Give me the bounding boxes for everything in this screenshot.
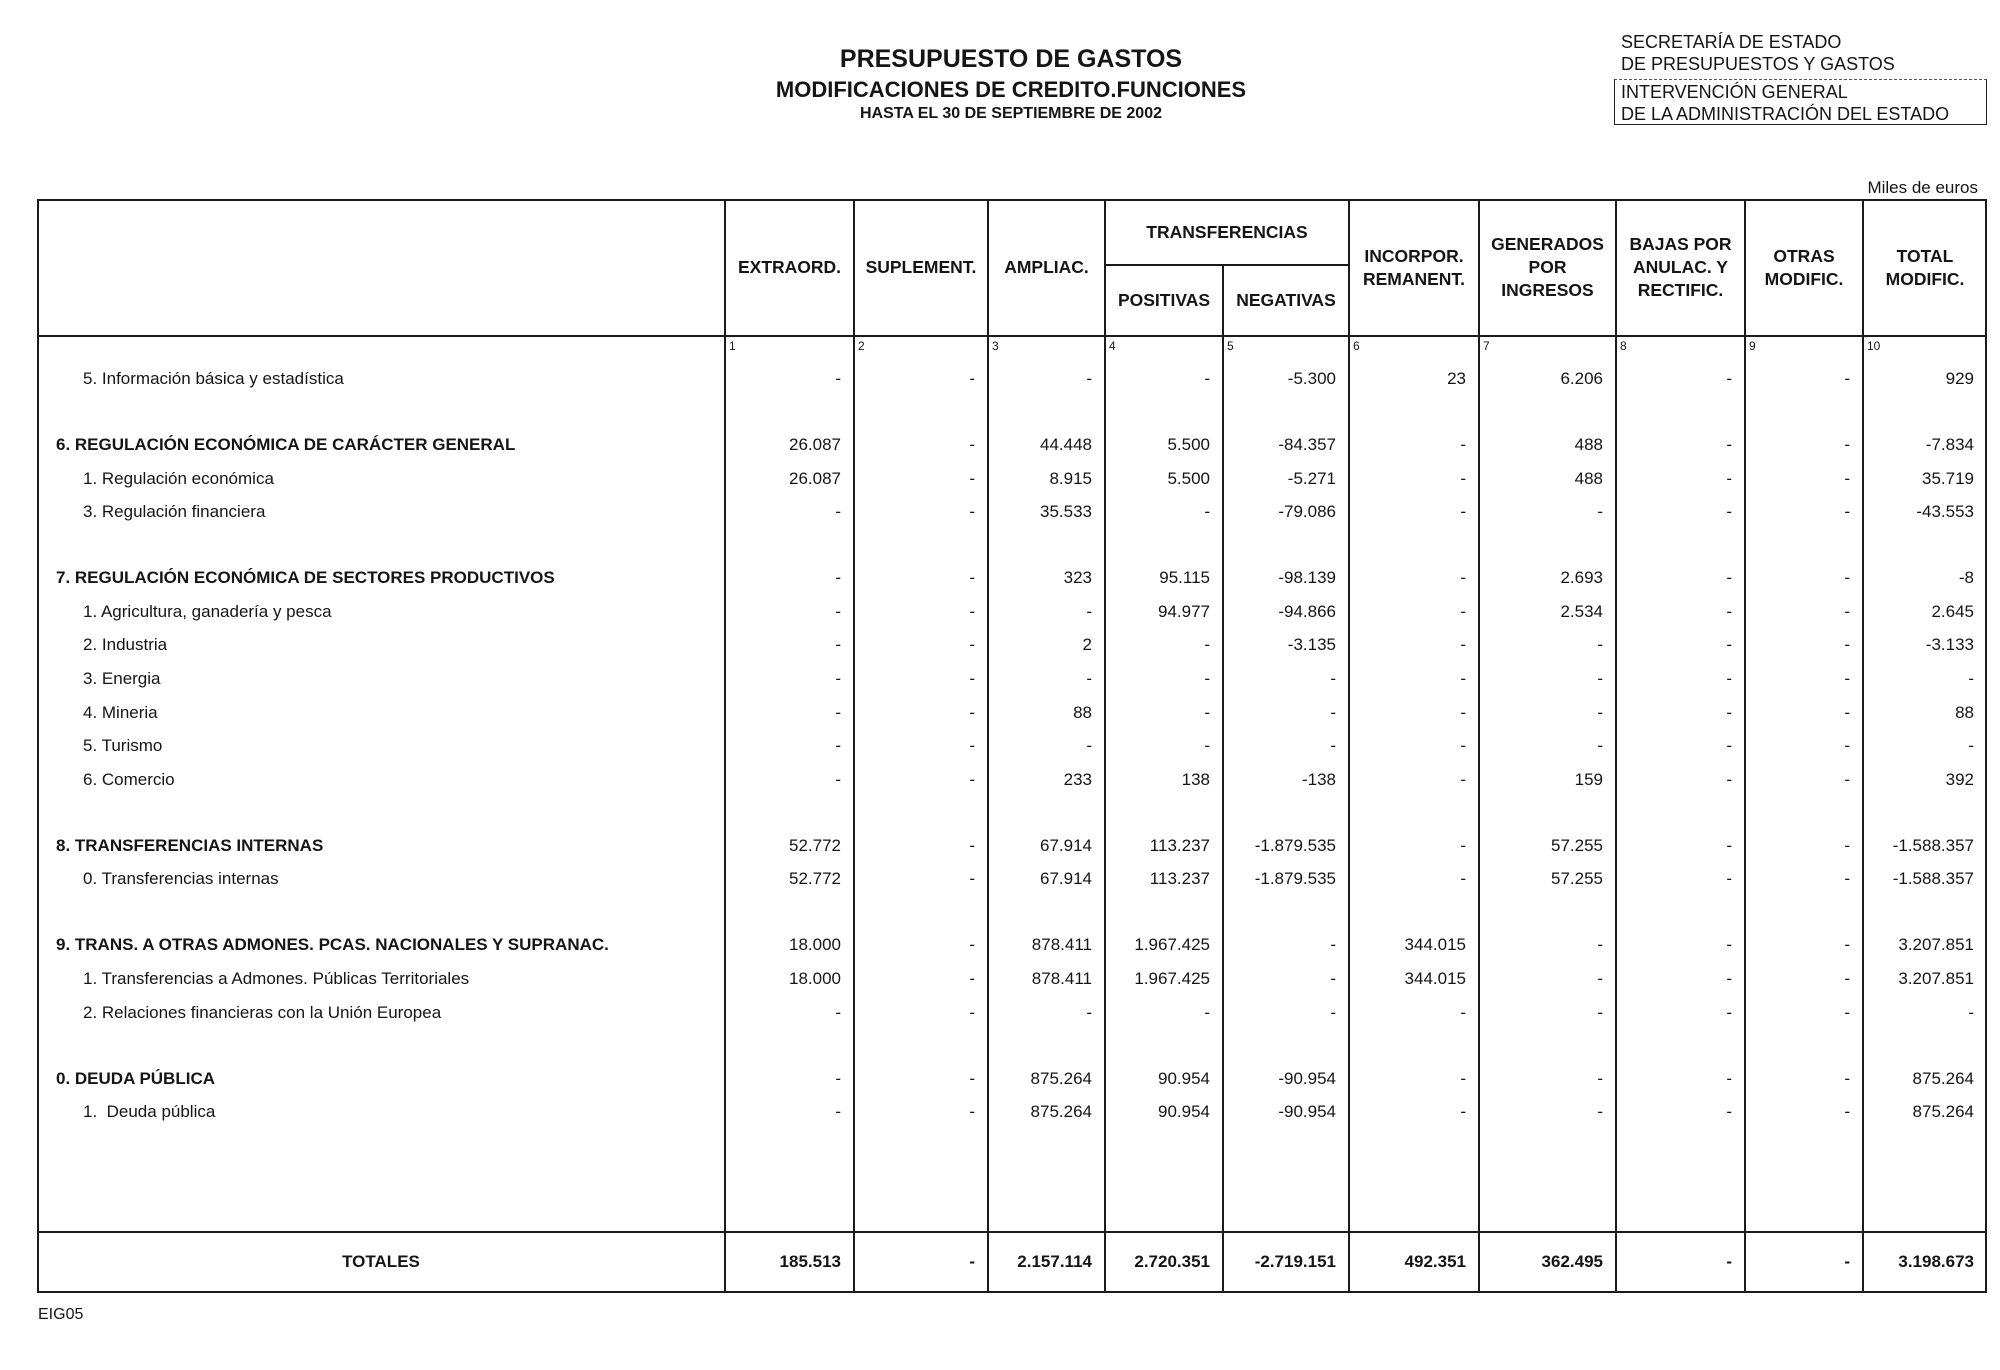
col-header-suplement [854, 199, 988, 336]
column-number: 7 [1483, 339, 1490, 353]
col-header-line: MODIFIC. [1885, 268, 1965, 289]
value-otras-modific: - [1844, 669, 1850, 688]
value-bajas-anulac: - [1726, 835, 1732, 855]
value-suplement: - [969, 1102, 975, 1122]
subfunction-row [0, 1099, 2000, 1125]
value-transf-negativas: -1.879.535 [1254, 869, 1336, 889]
col-header-line: GENERADOS [1491, 234, 1604, 254]
value-total-modific: - [1968, 669, 1974, 688]
intervencion-box [1614, 79, 1987, 125]
value-suplement: - [969, 769, 975, 789]
col-header-line: RECTIFIC. [1637, 280, 1724, 300]
value-transf-positivas: 113.237 [1149, 835, 1210, 855]
value-extraord: 18.000 [789, 969, 841, 988]
value-transf-negativas: -138 [1301, 769, 1336, 789]
value-extraord: - [835, 502, 841, 522]
col-header-ampliac [988, 199, 1105, 336]
value-suplement: - [969, 1252, 975, 1271]
value-generados-por-ingresos: 6.206 [1560, 369, 1603, 388]
value-suplement: - [969, 935, 975, 955]
value-bajas-anulac: - [1726, 1068, 1732, 1088]
row-label: 5. Turismo [83, 736, 163, 756]
value-ampliac: 2 [1082, 635, 1092, 655]
column-number: 3 [992, 339, 999, 353]
value-bajas-anulac: - [1726, 702, 1732, 722]
value-incorpor-remanent: - [1460, 435, 1466, 454]
value-otras-modific: - [1844, 736, 1850, 756]
row-label: 1. Deuda pública [83, 1102, 216, 1122]
value-ampliac: 875.264 [1030, 1068, 1092, 1088]
col-header-negativas [1223, 265, 1349, 336]
value-extraord: - [835, 702, 841, 722]
value-generados-por-ingresos: - [1597, 669, 1603, 688]
value-transf-positivas: - [1204, 1002, 1210, 1022]
value-generados-por-ingresos: - [1597, 502, 1603, 522]
value-total-modific: -7.834 [1925, 435, 1974, 454]
value-generados-por-ingresos: - [1597, 935, 1603, 955]
value-total-modific: 3.207.851 [1898, 935, 1974, 955]
value-extraord: 18.000 [789, 935, 841, 955]
value-transf-negativas: -84.357 [1278, 435, 1336, 454]
row-label: 7. REGULACIÓN ECONÓMICA DE SECTORES PRODUCTIVOS [56, 568, 555, 588]
value-suplement: - [969, 869, 975, 889]
value-transf-negativas: -90.954 [1278, 1068, 1336, 1088]
value-ampliac: - [1086, 669, 1092, 688]
value-ampliac: 875.264 [1030, 1102, 1092, 1122]
value-ampliac: - [1086, 1002, 1092, 1022]
value-incorpor-remanent: - [1460, 1002, 1466, 1022]
value-total-modific: -3.133 [1925, 635, 1974, 655]
value-extraord: - [835, 1102, 841, 1122]
function-group-row [0, 833, 2000, 859]
col-header-line: ANULAC. Y [1633, 257, 1728, 277]
value-incorpor-remanent: - [1460, 502, 1466, 522]
value-transf-negativas: -79.086 [1278, 502, 1336, 522]
value-total-modific: 35.719 [1922, 468, 1974, 488]
value-transf-positivas: - [1204, 736, 1210, 756]
value-incorpor-remanent: 23 [1447, 369, 1466, 388]
col-header-otras-modific [1745, 199, 1863, 336]
value-bajas-anulac: - [1726, 669, 1732, 688]
col-header-line: MODIFIC. [1764, 268, 1844, 289]
value-suplement: - [969, 835, 975, 855]
value-otras-modific: - [1844, 601, 1850, 621]
value-transf-positivas: - [1204, 702, 1210, 722]
value-incorpor-remanent: - [1460, 669, 1466, 688]
col-header-line: EXTRAORD. [737, 257, 842, 277]
column-number: 8 [1620, 339, 1627, 353]
subfunction-row [0, 866, 2000, 892]
value-otras-modific: - [1844, 769, 1850, 789]
value-extraord: - [835, 369, 841, 388]
value-otras-modific: - [1844, 468, 1850, 488]
value-incorpor-remanent: - [1460, 601, 1466, 621]
value-generados-por-ingresos: 159 [1574, 769, 1603, 789]
value-transf-negativas: -94.866 [1278, 601, 1336, 621]
value-extraord: - [835, 635, 841, 655]
value-generados-por-ingresos: - [1597, 635, 1603, 655]
col-header-total-modific [1863, 199, 1987, 336]
value-incorpor-remanent: - [1460, 635, 1466, 655]
value-transf-negativas: - [1330, 702, 1336, 722]
value-incorpor-remanent: - [1460, 736, 1466, 756]
value-otras-modific: - [1844, 1252, 1850, 1271]
value-otras-modific: - [1844, 435, 1850, 454]
value-total-modific: - [1968, 1002, 1974, 1022]
value-bajas-anulac: - [1726, 1102, 1732, 1122]
col-header-incorpor-remanent [1349, 199, 1479, 336]
value-transf-positivas: 1.967.425 [1134, 935, 1210, 955]
row-label: 1. Regulación económica [83, 468, 274, 488]
value-transf-negativas: - [1330, 669, 1336, 688]
row-label: 6. Comercio [83, 769, 175, 789]
value-transf-positivas: 5.500 [1167, 468, 1210, 488]
value-transf-negativas: -98.139 [1278, 568, 1336, 588]
value-bajas-anulac: - [1726, 502, 1732, 522]
subfunction-row [0, 733, 2000, 759]
col-header-line: SUPLEMENT. [865, 257, 977, 277]
value-otras-modific: - [1844, 635, 1850, 655]
value-ampliac: 2.157.114 [1017, 1252, 1092, 1271]
value-extraord: - [835, 736, 841, 756]
column-number: 6 [1353, 339, 1360, 353]
value-extraord: - [835, 669, 841, 688]
value-generados-por-ingresos: 57.255 [1551, 869, 1603, 889]
value-ampliac: 323 [1063, 568, 1092, 588]
row-label: 2. Industria [83, 635, 168, 655]
value-total-modific: - [1968, 736, 1974, 756]
row-label: 0. DEUDA PÚBLICA [56, 1068, 215, 1088]
value-incorpor-remanent: 344.015 [1404, 969, 1466, 988]
value-total-modific: -1.588.357 [1892, 835, 1974, 855]
value-transf-positivas: 90.954 [1158, 1068, 1210, 1088]
col-header-line: REMANENT. [1362, 268, 1466, 289]
org-line-presupuestos: DE PRESUPUESTOS Y GASTOS [1621, 54, 1895, 74]
value-suplement: - [969, 1002, 975, 1022]
col-header-extraord [725, 199, 854, 336]
value-otras-modific: - [1844, 835, 1850, 855]
value-transf-negativas: - [1330, 1002, 1336, 1022]
value-transf-positivas: 1.967.425 [1134, 969, 1210, 988]
value-transf-negativas: -1.879.535 [1254, 835, 1336, 855]
value-transf-negativas: -5.271 [1287, 468, 1336, 488]
value-suplement: - [969, 702, 975, 722]
value-ampliac: 878.411 [1031, 969, 1092, 988]
col-header-generados-por-ingresos [1479, 199, 1616, 336]
subfunction-row [0, 966, 2000, 992]
value-suplement: - [969, 736, 975, 756]
value-suplement: - [969, 568, 975, 588]
value-bajas-anulac: - [1726, 369, 1732, 388]
row-label: 3. Regulación financiera [83, 502, 266, 522]
row-label: 9. TRANS. A OTRAS ADMONES. PCAS. NACIONALES Y SUPRANAC. [56, 935, 609, 955]
subfunction-row [0, 767, 2000, 793]
subfunction-row [0, 632, 2000, 658]
subfunction-row [0, 666, 2000, 692]
col-header-line: TOTAL [1896, 245, 1954, 266]
value-transf-negativas: -3.135 [1287, 635, 1336, 655]
subfunction-row [0, 599, 2000, 625]
col-header-line: AMPLIAC. [1004, 257, 1089, 277]
column-number: 2 [858, 339, 865, 353]
value-ampliac: 233 [1063, 769, 1092, 789]
value-suplement: - [969, 435, 975, 454]
col-header-line: OTRAS [1773, 245, 1835, 266]
value-otras-modific: - [1844, 568, 1850, 588]
value-suplement: - [969, 969, 975, 988]
column-number: 9 [1749, 339, 1756, 353]
value-transf-negativas: - [1330, 935, 1336, 955]
report-subtitle: MODIFICACIONES DE CREDITO.FUNCIONES [775, 77, 1247, 102]
value-bajas-anulac: - [1726, 635, 1732, 655]
value-otras-modific: - [1844, 369, 1850, 388]
value-transf-negativas: - [1330, 736, 1336, 756]
org-line-secretaria: SECRETARÍA DE ESTADO [1621, 32, 1842, 52]
value-bajas-anulac: - [1726, 601, 1732, 621]
col-header-bajas-anulac [1616, 199, 1745, 336]
value-suplement: - [969, 601, 975, 621]
subfunction-row [0, 366, 2000, 392]
function-group-row [0, 565, 2000, 591]
value-ampliac: 8.915 [1049, 468, 1092, 488]
value-bajas-anulac: - [1726, 969, 1732, 988]
value-otras-modific: - [1844, 969, 1850, 988]
value-transf-positivas: 94.977 [1158, 601, 1210, 621]
value-total-modific: 875.264 [1912, 1068, 1974, 1088]
value-incorpor-remanent: - [1460, 869, 1466, 889]
value-total-modific: 929 [1945, 369, 1974, 388]
value-otras-modific: - [1844, 502, 1850, 522]
totals-top-rule [37, 1231, 1987, 1233]
value-ampliac: - [1086, 369, 1092, 388]
value-extraord: - [835, 568, 841, 588]
value-transf-positivas: 95.115 [1159, 568, 1210, 588]
value-total-modific: 3.198.673 [1898, 1252, 1974, 1271]
value-generados-por-ingresos: - [1597, 1068, 1603, 1088]
col-header-transferencias [1105, 199, 1349, 265]
totals-label: TOTALES [342, 1252, 420, 1271]
value-incorpor-remanent: - [1460, 1102, 1466, 1122]
col-header-line: POR [1528, 257, 1567, 277]
value-extraord: 185.513 [779, 1252, 841, 1271]
subfunction-row [0, 1000, 2000, 1026]
function-group-row [0, 1066, 2000, 1092]
col-header-line: INCORPOR. [1364, 245, 1464, 266]
value-incorpor-remanent: - [1460, 568, 1466, 588]
value-generados-por-ingresos: 488 [1574, 468, 1603, 488]
value-generados-por-ingresos: - [1597, 702, 1603, 722]
value-extraord: - [835, 1002, 841, 1022]
value-ampliac: 878.411 [1031, 935, 1092, 955]
value-incorpor-remanent: - [1460, 1068, 1466, 1088]
value-total-modific: -1.588.357 [1892, 869, 1974, 889]
value-bajas-anulac: - [1726, 435, 1732, 454]
report-title: PRESUPUESTO DE GASTOS [839, 45, 1183, 73]
value-bajas-anulac: - [1726, 869, 1732, 889]
value-generados-por-ingresos: - [1597, 1002, 1603, 1022]
value-ampliac: - [1086, 736, 1092, 756]
value-extraord: - [835, 601, 841, 621]
col-header-line: BAJAS POR [1629, 234, 1732, 254]
value-bajas-anulac: - [1726, 1252, 1732, 1271]
col-header-positivas [1105, 265, 1223, 336]
value-total-modific: 392 [1945, 769, 1974, 789]
value-incorpor-remanent: 344.015 [1404, 935, 1466, 955]
col-header-line: INGRESOS [1501, 280, 1594, 300]
value-suplement: - [969, 369, 975, 388]
value-transf-positivas: 5.500 [1167, 435, 1210, 454]
intervencion-line-1: INTERVENCIÓN GENERAL [1621, 82, 1848, 102]
row-label: 2. Relaciones financieras con la Unión Europea [83, 1002, 442, 1022]
value-total-modific: 875.264 [1912, 1102, 1974, 1122]
value-generados-por-ingresos: - [1597, 736, 1603, 756]
value-transf-positivas: 113.237 [1149, 869, 1210, 889]
value-extraord: - [835, 1068, 841, 1088]
value-ampliac: 67.914 [1040, 869, 1092, 889]
value-generados-por-ingresos: 2.534 [1560, 601, 1603, 621]
row-label: 3. Energia [83, 669, 161, 688]
intervencion-line-2: DE LA ADMINISTRACIÓN DEL ESTADO [1621, 104, 1950, 124]
value-total-modific: -43.553 [1916, 502, 1974, 522]
value-total-modific: 2.645 [1931, 601, 1974, 621]
value-total-modific: 3.207.851 [1898, 969, 1974, 988]
value-bajas-anulac: - [1726, 1002, 1732, 1022]
value-suplement: - [969, 468, 975, 488]
value-extraord: - [835, 769, 841, 789]
value-ampliac: - [1086, 601, 1092, 621]
value-otras-modific: - [1844, 935, 1850, 955]
value-ampliac: 67.914 [1040, 835, 1092, 855]
units-label: Miles de euros [1867, 178, 1978, 197]
value-generados-por-ingresos: 488 [1574, 435, 1603, 454]
value-transf-negativas: -90.954 [1278, 1102, 1336, 1122]
column-number: 1 [729, 339, 736, 353]
form-code: EIG05 [38, 1306, 84, 1323]
subfunction-row [0, 700, 2000, 726]
value-extraord: 52.772 [789, 835, 841, 855]
value-otras-modific: - [1844, 1002, 1850, 1022]
value-generados-por-ingresos: 57.255 [1551, 835, 1603, 855]
value-transf-positivas: - [1204, 669, 1210, 688]
column-number: 5 [1227, 339, 1234, 353]
value-total-modific: -8 [1958, 568, 1974, 588]
value-generados-por-ingresos: 362.495 [1541, 1252, 1603, 1271]
value-suplement: - [969, 1068, 975, 1088]
value-bajas-anulac: - [1726, 468, 1732, 488]
row-label: 4. Mineria [83, 702, 158, 722]
function-group-row [0, 432, 2000, 458]
value-otras-modific: - [1844, 1068, 1850, 1088]
value-transf-negativas: - [1330, 969, 1336, 988]
value-transf-positivas: 2.720.351 [1134, 1252, 1210, 1271]
value-generados-por-ingresos: 2.693 [1560, 568, 1603, 588]
row-label: 1. Transferencias a Admones. Públicas Territoriales [83, 969, 470, 988]
col-header-line: POSITIVAS [1117, 290, 1211, 310]
value-suplement: - [969, 669, 975, 688]
value-transf-positivas: - [1204, 635, 1210, 655]
row-label: 1. Agricultura, ganadería y pesca [83, 601, 332, 621]
report-period: HASTA EL 30 DE SEPTIEMBRE DE 2002 [859, 105, 1162, 122]
row-label: 5. Información básica y estadística [83, 369, 344, 388]
value-bajas-anulac: - [1726, 935, 1732, 955]
value-bajas-anulac: - [1726, 736, 1732, 756]
column-number: 4 [1109, 339, 1116, 353]
value-bajas-anulac: - [1726, 568, 1732, 588]
subfunction-row [0, 466, 2000, 492]
value-incorpor-remanent: - [1460, 769, 1466, 789]
column-number: 10 [1867, 339, 1881, 353]
value-transf-negativas: -5.300 [1287, 369, 1336, 388]
value-transf-positivas: - [1204, 502, 1210, 522]
value-incorpor-remanent: - [1460, 468, 1466, 488]
value-extraord: 52.772 [789, 869, 841, 889]
subfunction-row [0, 499, 2000, 525]
value-ampliac: 44.448 [1040, 435, 1092, 454]
row-label: 6. REGULACIÓN ECONÓMICA DE CARÁCTER GENERAL [56, 435, 516, 454]
value-generados-por-ingresos: - [1597, 969, 1603, 988]
value-incorpor-remanent: - [1460, 835, 1466, 855]
value-transf-negativas: -2.719.151 [1254, 1252, 1336, 1271]
value-transf-positivas: 138 [1181, 769, 1210, 789]
value-suplement: - [969, 502, 975, 522]
col-header-line: NEGATIVAS [1236, 290, 1336, 310]
value-otras-modific: - [1844, 1102, 1850, 1122]
value-otras-modific: - [1844, 869, 1850, 889]
function-group-row [0, 932, 2000, 958]
value-bajas-anulac: - [1726, 769, 1732, 789]
value-transf-positivas: - [1204, 369, 1210, 388]
value-incorpor-remanent: - [1460, 702, 1466, 722]
value-extraord: 26.087 [789, 435, 841, 454]
col-header-line: TRANSFERENCIAS [1146, 221, 1308, 242]
value-suplement: - [969, 635, 975, 655]
value-otras-modific: - [1844, 702, 1850, 722]
value-ampliac: 35.533 [1040, 502, 1092, 522]
value-total-modific: 88 [1955, 702, 1974, 722]
value-generados-por-ingresos: - [1597, 1102, 1603, 1122]
value-transf-positivas: 90.954 [1158, 1102, 1210, 1122]
value-extraord: 26.087 [789, 468, 841, 488]
value-ampliac: 88 [1073, 702, 1092, 722]
row-label: 0. Transferencias internas [83, 869, 279, 889]
totals-row [0, 1249, 2000, 1275]
value-incorpor-remanent: 492.351 [1404, 1252, 1466, 1271]
row-label: 8. TRANSFERENCIAS INTERNAS [56, 835, 324, 855]
